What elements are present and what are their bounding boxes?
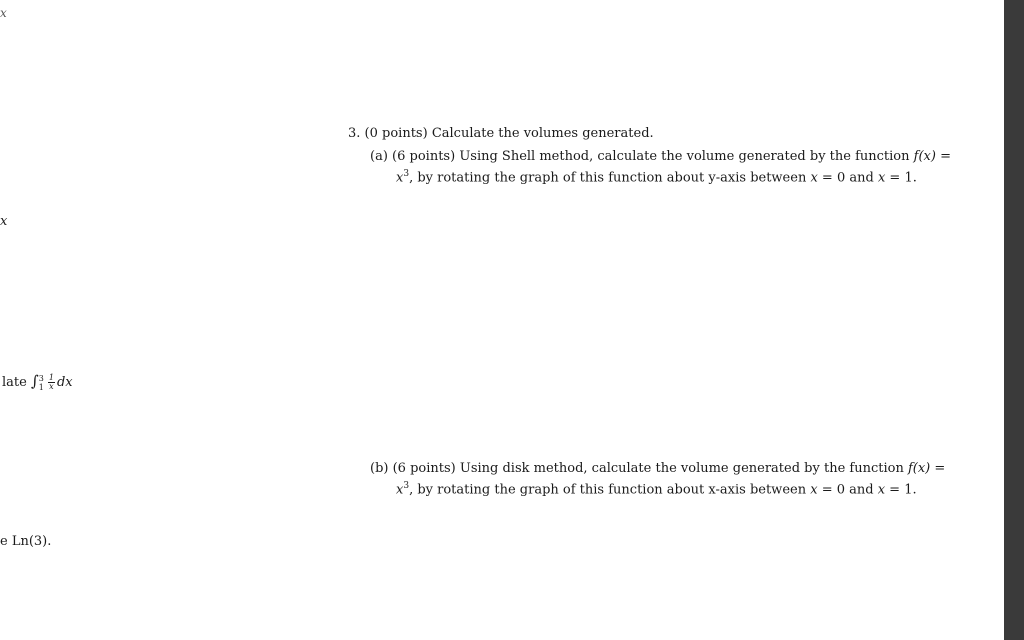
- integral-lower: 1: [38, 382, 44, 392]
- integral-upper: 3: [38, 373, 44, 383]
- part-a-text: Using Shell method, calculate the volume generated by the function: [459, 149, 914, 164]
- part-a-x0-eq: = 0 and: [817, 170, 878, 186]
- question-header: [348, 125, 654, 142]
- part-b-x0: x: [810, 482, 818, 498]
- part-a-fx: f(x): [913, 149, 936, 164]
- part-b-x1-eq: = 1.: [885, 482, 917, 498]
- integral-limits: [39, 374, 44, 392]
- right-dark-sidebar[interactable]: [1004, 0, 1024, 640]
- part-a-exp: 3: [403, 169, 410, 179]
- integral-fraction: [48, 374, 55, 391]
- part-b-x1: x: [877, 482, 886, 498]
- cut-fragment-ln: e Ln(3).: [0, 534, 52, 549]
- integral-word: late: [2, 375, 27, 390]
- part-a-line1: [370, 148, 951, 165]
- cut-fragment-mid: x: [0, 214, 8, 229]
- fraction-den: x: [49, 382, 54, 391]
- part-b-text: Using disk method, calculate the volume generated by the function: [459, 461, 908, 476]
- question-number: 3.: [348, 126, 361, 141]
- part-a-x0: x: [810, 170, 818, 186]
- part-a-x1-eq: = 1.: [885, 170, 917, 186]
- part-a-x: x: [396, 170, 404, 186]
- cut-fragment-integral: [2, 372, 73, 392]
- part-a-line2: [396, 166, 917, 186]
- integral-sign: ∫: [30, 372, 39, 390]
- part-a-x1: x: [877, 170, 886, 186]
- part-b-label: (b): [370, 461, 389, 476]
- part-b-text2: , by rotating the graph of this function about x-axis between: [409, 482, 811, 498]
- cut-fragment-top: x: [0, 6, 7, 20]
- part-b-x: x: [396, 482, 404, 498]
- part-a-text2: , by rotating the graph of this function about y-axis between: [409, 170, 811, 186]
- part-b-line2: [396, 478, 917, 498]
- question-points: (0 points): [364, 126, 428, 141]
- part-b-fx: f(x): [907, 461, 931, 476]
- part-a-eq: =: [935, 149, 951, 164]
- integral-dx: dx: [56, 375, 73, 390]
- part-b-x0-eq: = 0 and: [817, 482, 878, 498]
- question-text: Calculate the volumes generated.: [431, 126, 654, 141]
- part-a-points: (6 points): [392, 149, 456, 164]
- part-b-exp: 3: [403, 481, 410, 491]
- part-a-label: (a): [370, 149, 388, 164]
- fraction-num: 1: [48, 373, 54, 382]
- part-b-line1: [370, 460, 945, 477]
- part-b-points: (6 points): [392, 461, 456, 476]
- part-b-eq: =: [930, 461, 946, 476]
